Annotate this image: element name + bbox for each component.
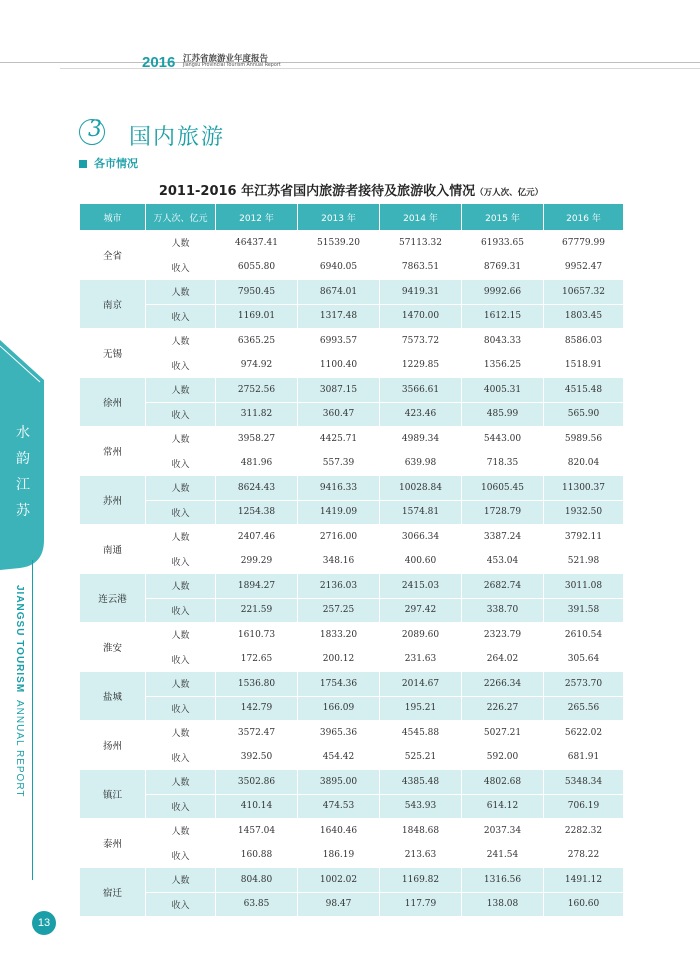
visitors-value: 57113.32 [380, 231, 462, 256]
subsection-square-icon [79, 160, 87, 168]
city-cell: 无锡 [80, 329, 146, 378]
header-title-cn: 江苏省旅游业年度报告 [183, 54, 269, 64]
visitors-value: 4385.48 [380, 770, 462, 795]
visitors-value: 67779.99 [544, 231, 624, 256]
income-value: 400.60 [380, 549, 462, 574]
income-value: 521.98 [544, 549, 624, 574]
table-row [80, 378, 624, 403]
visitors-value: 2266.34 [462, 672, 544, 697]
visitors-value: 1536.80 [216, 672, 298, 697]
visitors-value: 7950.45 [216, 280, 298, 305]
visitors-value: 2682.74 [462, 574, 544, 599]
income-value: 392.50 [216, 745, 298, 770]
income-value: 718.35 [462, 451, 544, 476]
income-value: 410.14 [216, 794, 298, 819]
header-title-en: Jiangsu Provincial Tourism Annual Report [183, 63, 281, 68]
income-value: 172.65 [216, 647, 298, 672]
visitors-value: 8043.33 [462, 329, 544, 354]
side-slogan-char: 苏 [16, 503, 30, 519]
income-value: 6940.05 [298, 255, 380, 280]
metric-label-income: 收入 [146, 745, 216, 770]
table-row [80, 892, 624, 917]
income-value: 453.04 [462, 549, 544, 574]
side-label-jiangsu-tourism: JIANGSU TOURISM [14, 585, 25, 694]
metric-label-visitors: 人数 [146, 623, 216, 648]
visitors-value: 2014.67 [380, 672, 462, 697]
visitors-value: 3572.47 [216, 721, 298, 746]
table-row [80, 598, 624, 623]
col-header-2013: 2013 年 [298, 204, 380, 231]
visitors-value: 1610.73 [216, 623, 298, 648]
metric-label-visitors: 人数 [146, 770, 216, 795]
city-cell: 南通 [80, 525, 146, 574]
income-value: 423.46 [380, 402, 462, 427]
table-row [80, 745, 624, 770]
income-value: 1100.40 [298, 353, 380, 378]
income-value: 1419.09 [298, 500, 380, 525]
visitors-value: 9992.66 [462, 280, 544, 305]
visitors-value: 10657.32 [544, 280, 624, 305]
income-value: 592.00 [462, 745, 544, 770]
table-row [80, 476, 624, 501]
visitors-value: 51539.20 [298, 231, 380, 256]
table-row [80, 770, 624, 795]
income-value: 311.82 [216, 402, 298, 427]
visitors-value: 7573.72 [380, 329, 462, 354]
table-row [80, 843, 624, 868]
visitors-value: 2407.46 [216, 525, 298, 550]
income-value: 614.12 [462, 794, 544, 819]
income-value: 226.27 [462, 696, 544, 721]
income-value: 200.12 [298, 647, 380, 672]
col-header-2016: 2016 年 [544, 204, 624, 231]
income-value: 557.39 [298, 451, 380, 476]
income-value: 1932.50 [544, 500, 624, 525]
income-value: 348.16 [298, 549, 380, 574]
visitors-value: 4545.88 [380, 721, 462, 746]
income-value: 299.29 [216, 549, 298, 574]
table-row [80, 794, 624, 819]
income-value: 9952.47 [544, 255, 624, 280]
city-cell: 镇江 [80, 770, 146, 819]
visitors-value: 2573.70 [544, 672, 624, 697]
metric-label-income: 收入 [146, 794, 216, 819]
visitors-value: 1169.82 [380, 868, 462, 893]
income-value: 1169.01 [216, 304, 298, 329]
tourism-table [79, 203, 624, 917]
income-value: 543.93 [380, 794, 462, 819]
table-row [80, 647, 624, 672]
metric-label-visitors: 人数 [146, 525, 216, 550]
table-row [80, 304, 624, 329]
income-value: 1518.91 [544, 353, 624, 378]
metric-label-income: 收入 [146, 647, 216, 672]
income-value: 1470.00 [380, 304, 462, 329]
col-header-2014: 2014 年 [380, 204, 462, 231]
income-value: 1728.79 [462, 500, 544, 525]
table-row [80, 353, 624, 378]
table-row [80, 525, 624, 550]
visitors-value: 4989.34 [380, 427, 462, 452]
metric-label-income: 收入 [146, 402, 216, 427]
income-value: 166.09 [298, 696, 380, 721]
visitors-value: 1002.02 [298, 868, 380, 893]
income-value: 481.96 [216, 451, 298, 476]
side-slogan-char: 江 [16, 477, 30, 493]
visitors-value: 2415.03 [380, 574, 462, 599]
income-value: 186.19 [298, 843, 380, 868]
income-value: 820.04 [544, 451, 624, 476]
visitors-value: 9419.31 [380, 280, 462, 305]
metric-label-income: 收入 [146, 598, 216, 623]
table-row [80, 231, 624, 256]
metric-label-income: 收入 [146, 549, 216, 574]
table-row [80, 672, 624, 697]
table-title-main: 2011-2016 年江苏省国内旅游者接待及旅游收入情况 [158, 184, 476, 199]
visitors-value: 3958.27 [216, 427, 298, 452]
visitors-value: 3566.61 [380, 378, 462, 403]
income-value: 305.64 [544, 647, 624, 672]
income-value: 454.42 [298, 745, 380, 770]
visitors-value: 3087.15 [298, 378, 380, 403]
income-value: 391.58 [544, 598, 624, 623]
table-row [80, 549, 624, 574]
metric-label-visitors: 人数 [146, 819, 216, 844]
income-value: 221.59 [216, 598, 298, 623]
income-value: 1254.38 [216, 500, 298, 525]
visitors-value: 10028.84 [380, 476, 462, 501]
header-rule [0, 62, 700, 63]
page-number: 13 [32, 911, 56, 935]
metric-label-income: 收入 [146, 892, 216, 917]
side-slogan-char: 水 [16, 425, 30, 441]
table-row [80, 427, 624, 452]
visitors-value: 1316.56 [462, 868, 544, 893]
income-value: 142.79 [216, 696, 298, 721]
table-title [79, 180, 623, 199]
city-cell: 南京 [80, 280, 146, 329]
visitors-value: 11300.37 [544, 476, 624, 501]
visitors-value: 2037.34 [462, 819, 544, 844]
section-number: 3 [88, 117, 102, 142]
visitors-value: 4425.71 [298, 427, 380, 452]
visitors-value: 61933.65 [462, 231, 544, 256]
table-row [80, 451, 624, 476]
col-header-2012: 2012 年 [216, 204, 298, 231]
income-value: 241.54 [462, 843, 544, 868]
table-row [80, 280, 624, 305]
metric-label-visitors: 人数 [146, 476, 216, 501]
income-value: 1803.45 [544, 304, 624, 329]
visitors-value: 1640.46 [298, 819, 380, 844]
income-value: 1356.25 [462, 353, 544, 378]
visitors-value: 3792.11 [544, 525, 624, 550]
income-value: 98.47 [298, 892, 380, 917]
income-value: 138.08 [462, 892, 544, 917]
income-value: 338.70 [462, 598, 544, 623]
income-value: 1574.81 [380, 500, 462, 525]
visitors-value: 2752.56 [216, 378, 298, 403]
income-value: 639.98 [380, 451, 462, 476]
table-row [80, 721, 624, 746]
income-value: 360.47 [298, 402, 380, 427]
table-body [80, 231, 624, 917]
visitors-value: 5989.56 [544, 427, 624, 452]
side-label-annual-report: ANNUAL REPORT [14, 700, 25, 798]
income-value: 195.21 [380, 696, 462, 721]
income-value: 160.60 [544, 892, 624, 917]
visitors-value: 5622.02 [544, 721, 624, 746]
metric-label-visitors: 人数 [146, 721, 216, 746]
metric-label-visitors: 人数 [146, 329, 216, 354]
visitors-value: 8586.03 [544, 329, 624, 354]
visitors-value: 8624.43 [216, 476, 298, 501]
header-year: 2016 [142, 54, 176, 71]
table-title-unit: （万人次、亿元） [475, 188, 544, 198]
visitors-value: 46437.41 [216, 231, 298, 256]
income-value: 974.92 [216, 353, 298, 378]
visitors-value: 1833.20 [298, 623, 380, 648]
section-title: 国内旅游 [129, 125, 226, 150]
income-value: 8769.31 [462, 255, 544, 280]
metric-label-income: 收入 [146, 500, 216, 525]
metric-label-income: 收入 [146, 353, 216, 378]
table-row [80, 868, 624, 893]
metric-label-visitors: 人数 [146, 868, 216, 893]
metric-label-income: 收入 [146, 843, 216, 868]
city-cell: 徐州 [80, 378, 146, 427]
city-cell: 盐城 [80, 672, 146, 721]
side-vertical-rule [32, 560, 33, 880]
visitors-value: 4515.48 [544, 378, 624, 403]
income-value: 1612.15 [462, 304, 544, 329]
income-value: 1317.48 [298, 304, 380, 329]
visitors-value: 5348.34 [544, 770, 624, 795]
table-row [80, 574, 624, 599]
visitors-value: 3066.34 [380, 525, 462, 550]
city-cell: 泰州 [80, 819, 146, 868]
city-cell: 淮安 [80, 623, 146, 672]
visitors-value: 804.80 [216, 868, 298, 893]
metric-label-income: 收入 [146, 451, 216, 476]
visitors-value: 3502.86 [216, 770, 298, 795]
visitors-value: 1754.36 [298, 672, 380, 697]
visitors-value: 2089.60 [380, 623, 462, 648]
income-value: 565.90 [544, 402, 624, 427]
visitors-value: 6365.25 [216, 329, 298, 354]
table-row [80, 500, 624, 525]
metric-label-visitors: 人数 [146, 574, 216, 599]
table-row [80, 329, 624, 354]
visitors-value: 1848.68 [380, 819, 462, 844]
side-slogan-char: 韵 [16, 451, 30, 467]
visitors-value: 2610.54 [544, 623, 624, 648]
income-value: 265.56 [544, 696, 624, 721]
col-header-2015: 2015 年 [462, 204, 544, 231]
visitors-value: 10605.45 [462, 476, 544, 501]
city-cell: 全省 [80, 231, 146, 280]
income-value: 213.63 [380, 843, 462, 868]
visitors-value: 3011.08 [544, 574, 624, 599]
income-value: 681.91 [544, 745, 624, 770]
visitors-value: 5027.21 [462, 721, 544, 746]
metric-label-income: 收入 [146, 304, 216, 329]
metric-label-visitors: 人数 [146, 231, 216, 256]
visitors-value: 2323.79 [462, 623, 544, 648]
income-value: 297.42 [380, 598, 462, 623]
income-value: 7863.51 [380, 255, 462, 280]
table-row [80, 255, 624, 280]
table-row [80, 819, 624, 844]
table-row [80, 402, 624, 427]
visitors-value: 2282.32 [544, 819, 624, 844]
side-slogan-cn [13, 420, 33, 524]
income-value: 1229.85 [380, 353, 462, 378]
income-value: 231.63 [380, 647, 462, 672]
visitors-value: 1491.12 [544, 868, 624, 893]
col-header-unit: 万人次、亿元 [146, 204, 216, 231]
table-header-row [80, 204, 624, 231]
subsection-title: 各市情况 [94, 157, 138, 170]
income-value: 117.79 [380, 892, 462, 917]
income-value: 264.02 [462, 647, 544, 672]
income-value: 706.19 [544, 794, 624, 819]
table-row [80, 696, 624, 721]
income-value: 6055.80 [216, 255, 298, 280]
city-cell: 连云港 [80, 574, 146, 623]
metric-label-income: 收入 [146, 255, 216, 280]
visitors-value: 3895.00 [298, 770, 380, 795]
metric-label-income: 收入 [146, 696, 216, 721]
visitors-value: 2716.00 [298, 525, 380, 550]
visitors-value: 1457.04 [216, 819, 298, 844]
income-value: 525.21 [380, 745, 462, 770]
income-value: 278.22 [544, 843, 624, 868]
income-value: 474.53 [298, 794, 380, 819]
city-cell: 宿迁 [80, 868, 146, 917]
metric-label-visitors: 人数 [146, 280, 216, 305]
metric-label-visitors: 人数 [146, 427, 216, 452]
city-cell: 常州 [80, 427, 146, 476]
income-value: 160.88 [216, 843, 298, 868]
metric-label-visitors: 人数 [146, 378, 216, 403]
visitors-value: 8674.01 [298, 280, 380, 305]
table-row [80, 623, 624, 648]
col-header-city: 城市 [80, 204, 146, 231]
visitors-value: 9416.33 [298, 476, 380, 501]
city-cell: 苏州 [80, 476, 146, 525]
visitors-value: 6993.57 [298, 329, 380, 354]
visitors-value: 2136.03 [298, 574, 380, 599]
income-value: 257.25 [298, 598, 380, 623]
income-value: 485.99 [462, 402, 544, 427]
city-cell: 扬州 [80, 721, 146, 770]
visitors-value: 3965.36 [298, 721, 380, 746]
visitors-value: 1894.27 [216, 574, 298, 599]
visitors-value: 3387.24 [462, 525, 544, 550]
visitors-value: 4005.31 [462, 378, 544, 403]
visitors-value: 4802.68 [462, 770, 544, 795]
visitors-value: 5443.00 [462, 427, 544, 452]
metric-label-visitors: 人数 [146, 672, 216, 697]
income-value: 63.85 [216, 892, 298, 917]
